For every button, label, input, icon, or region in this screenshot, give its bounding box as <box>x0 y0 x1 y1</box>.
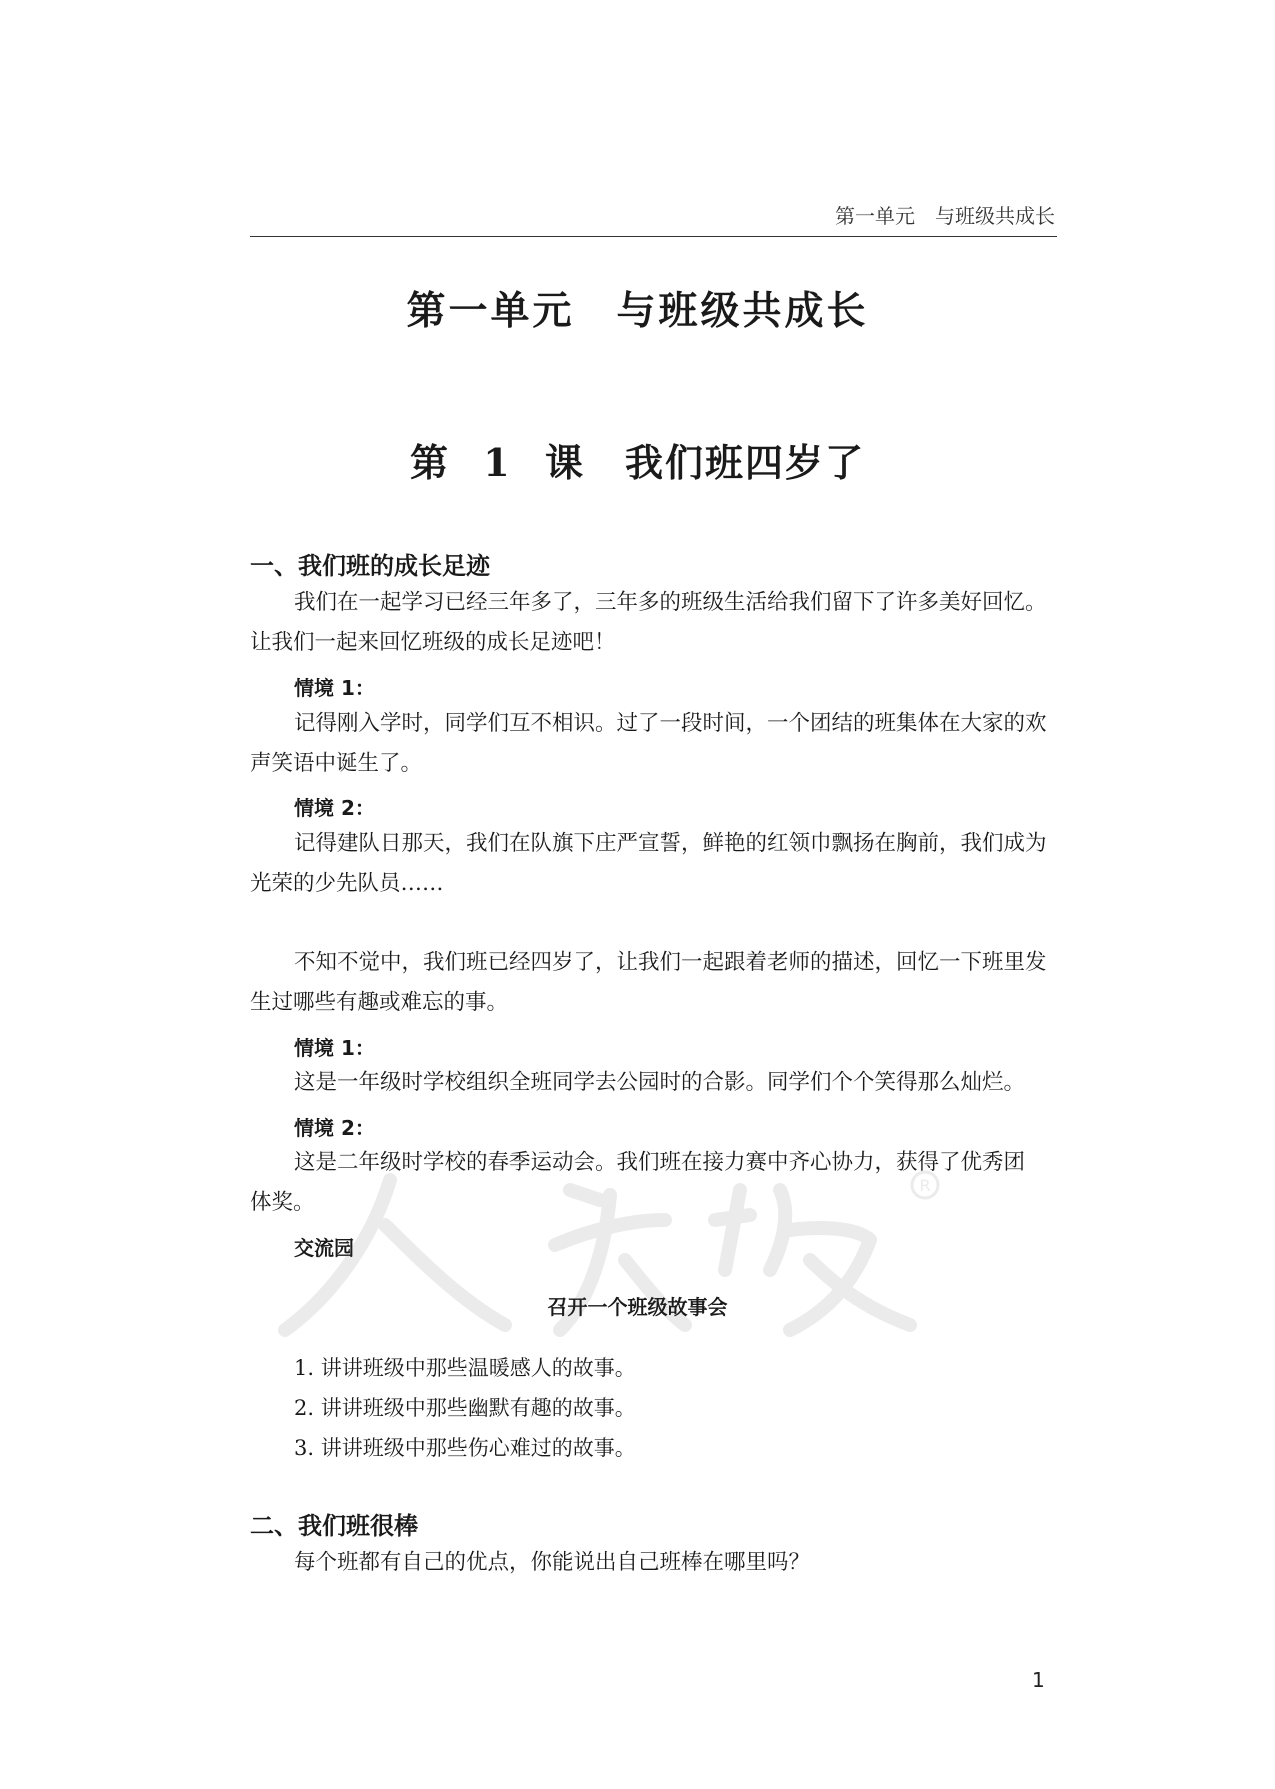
scenario-3-line-1: 这是一年级时学校组织全班同学去公园时的合影。同学们个个笑得那么灿烂。 <box>294 1070 1026 1095</box>
list-item: 2. 讲讲班级中那些幽默有趣的故事。 <box>294 1396 636 1420</box>
scenario-4-line-1: 这是二年级时学校的春季运动会。我们班在接力赛中齐心协力，获得了优秀团 <box>294 1150 1026 1175</box>
section1-heading: 一、我们班的成长足迹 <box>250 552 490 580</box>
intro-line-2: 让我们一起来回忆班级的成长足迹吧！ <box>250 630 616 655</box>
scenario-1-line-1: 记得刚入学时，同学们互不相识。过了一段时间，一个团结的班集体在大家的欢 <box>294 711 1047 736</box>
scenario-2-label: 情境 2： <box>294 796 375 820</box>
svg-text:R: R <box>919 1176 931 1195</box>
section2-heading: 二、我们班很棒 <box>250 1512 418 1540</box>
unit-title: 第一单元 与班级共成长 <box>406 289 869 334</box>
intro-line-1: 我们在一起学习已经三年多了，三年多的班级生活给我们留下了许多美好回忆。 <box>294 590 1047 615</box>
scenario-1-label: 情境 1： <box>294 676 375 700</box>
scenario-1-line-2: 声笑语中诞生了。 <box>250 751 423 776</box>
scenario-2-line-1: 记得建队日那天，我们在队旗下庄严宣誓，鲜艳的红领巾飘扬在胸前，我们成为 <box>294 831 1047 856</box>
running-header: 第一单元 与班级共成长 <box>835 204 1055 228</box>
list-item: 1. 讲讲班级中那些温暖感人的故事。 <box>294 1356 636 1380</box>
exchange-label: 交流园 <box>294 1236 354 1260</box>
activity-title: 召开一个班级故事会 <box>547 1295 728 1319</box>
paragraph-2-line-2: 生过哪些有趣或难忘的事。 <box>250 990 509 1015</box>
header-rule <box>250 236 1057 237</box>
list-item: 3. 讲讲班级中那些伤心难过的故事。 <box>294 1436 636 1460</box>
scenario-3-label: 情境 1： <box>294 1036 375 1060</box>
section2-intro: 每个班都有自己的优点，你能说出自己班棒在哪里吗？ <box>294 1550 811 1575</box>
page-number: 1 <box>1032 1668 1045 1692</box>
lesson-title: 第 1 课 我们班四岁了 <box>410 440 865 485</box>
scenario-4-label: 情境 2： <box>294 1116 375 1140</box>
scenario-2-line-2: 光荣的少先队员…… <box>250 871 444 896</box>
paragraph-2-line-1: 不知不觉中，我们班已经四岁了，让我们一起跟着老师的描述，回忆一下班里发 <box>294 950 1047 975</box>
scenario-4-line-2: 体奖。 <box>250 1190 315 1215</box>
